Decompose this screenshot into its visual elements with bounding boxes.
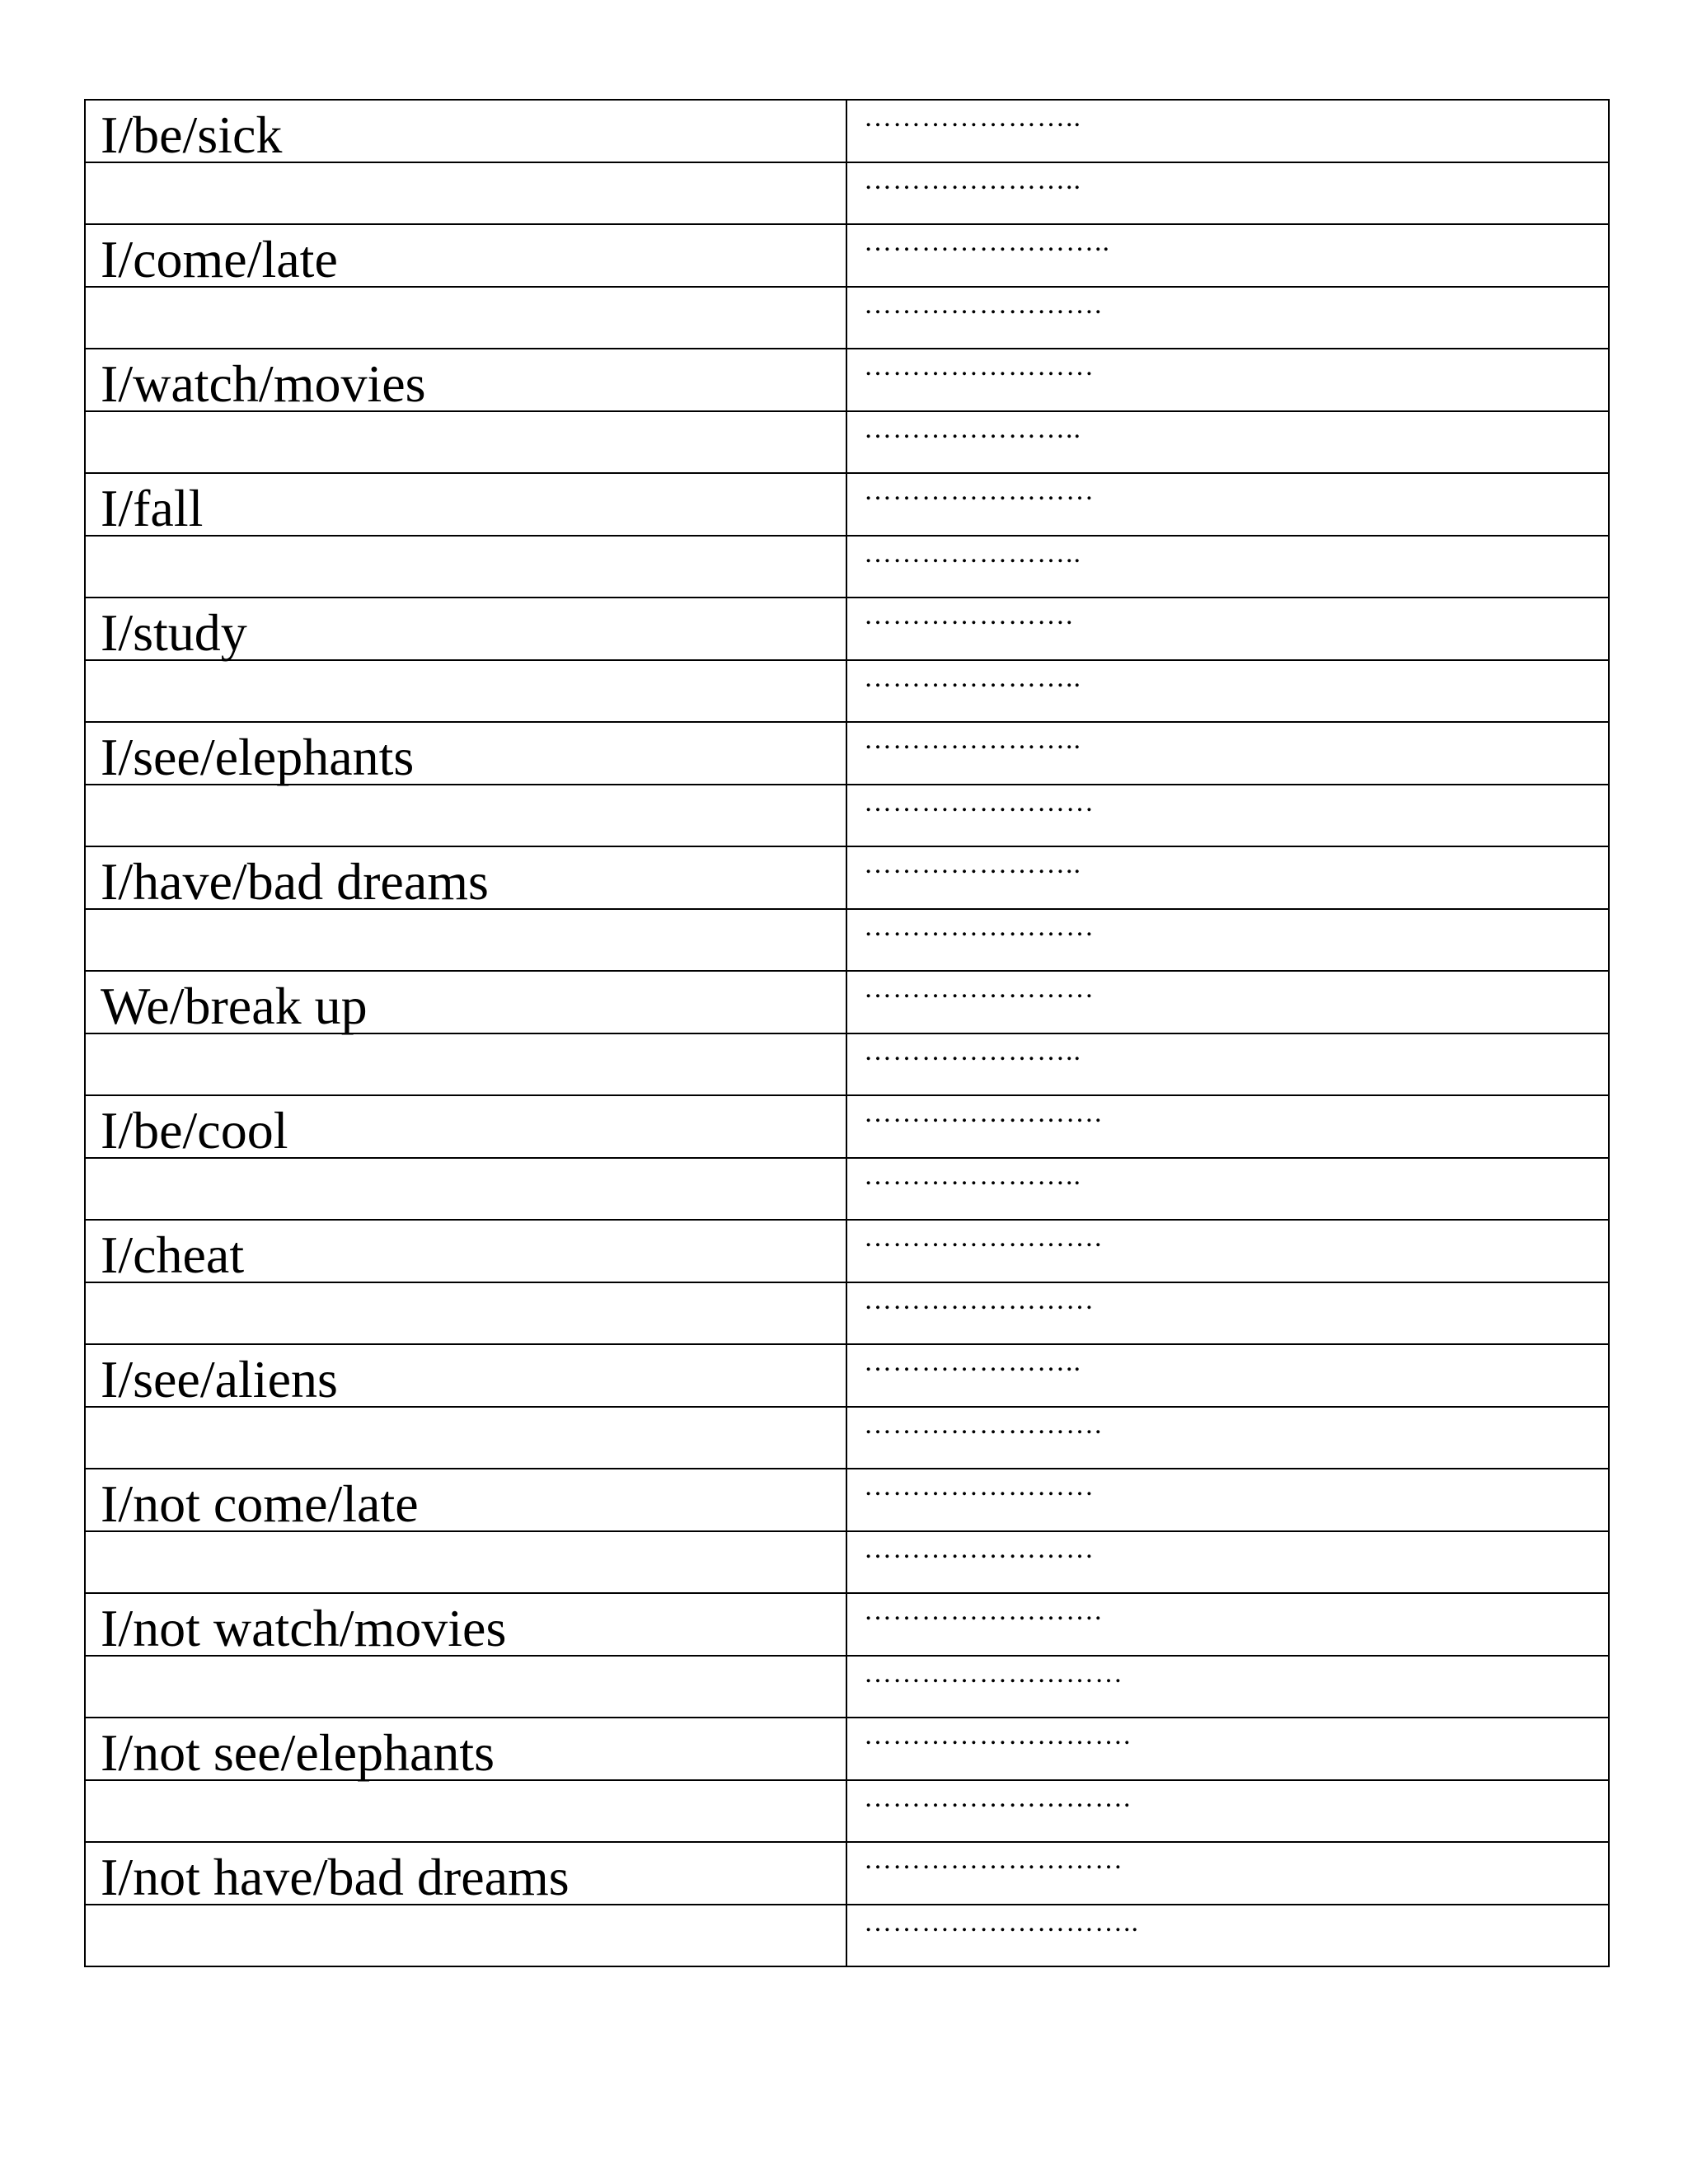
table-row: [85, 1407, 1609, 1469]
answer-cell[interactable]: [846, 1656, 1609, 1718]
answer-cell[interactable]: [846, 598, 1609, 660]
empty-cell: [85, 162, 846, 224]
empty-cell: [85, 785, 846, 846]
empty-cell: [85, 287, 846, 349]
prompt-text: I/see/aliens: [101, 1350, 338, 1408]
table-row: [85, 1282, 1609, 1344]
answer-cell[interactable]: [846, 1842, 1609, 1905]
answer-cell[interactable]: [846, 971, 1609, 1033]
answer-blank: …………………..: [864, 663, 1081, 693]
prompt-cell: [85, 598, 846, 660]
table-row: [85, 722, 1609, 785]
table-row: [85, 287, 1609, 349]
prompt-cell: [85, 722, 846, 785]
prompt-text: I/see/elephants: [101, 728, 415, 786]
empty-cell: [85, 909, 846, 971]
table-row: [85, 473, 1609, 536]
answer-blank: ………………………: [864, 1658, 1123, 1689]
table-row: [85, 909, 1609, 971]
answer-blank: …………………..: [864, 102, 1081, 133]
table-row: [85, 660, 1609, 722]
empty-cell: [85, 1531, 846, 1593]
answer-cell[interactable]: [846, 1718, 1609, 1780]
table-row: [85, 1780, 1609, 1842]
table-row: [85, 1344, 1609, 1407]
answer-cell[interactable]: [846, 162, 1609, 224]
answer-blank: …………………..: [864, 1160, 1081, 1191]
answer-blank: …………………….: [864, 1222, 1103, 1253]
worksheet-body: [85, 100, 1609, 1966]
answer-blank: ……………………: [864, 1285, 1095, 1315]
prompt-text: I/not see/elephants: [101, 1723, 495, 1782]
prompt-cell: [85, 349, 846, 411]
empty-cell: [85, 1656, 846, 1718]
answer-blank: …………………..: [864, 165, 1081, 195]
answer-blank: ……………………: [864, 912, 1095, 942]
answer-cell[interactable]: [846, 411, 1609, 473]
empty-cell: [85, 411, 846, 473]
answer-blank: …………………..: [864, 1347, 1081, 1377]
answer-cell[interactable]: [846, 846, 1609, 909]
answer-cell[interactable]: [846, 1905, 1609, 1966]
answer-cell[interactable]: [846, 1531, 1609, 1593]
prompt-cell: [85, 1095, 846, 1158]
answer-cell[interactable]: [846, 287, 1609, 349]
prompt-text: I/cheat: [101, 1226, 245, 1284]
table-row: [85, 1531, 1609, 1593]
answer-cell[interactable]: [846, 1158, 1609, 1220]
prompt-cell: [85, 1469, 846, 1531]
answer-cell[interactable]: [846, 1593, 1609, 1656]
table-row: [85, 1095, 1609, 1158]
answer-blank: ……………………….: [864, 1720, 1132, 1750]
answer-blank: ……………………….: [864, 1783, 1132, 1813]
table-row: [85, 162, 1609, 224]
table-row: [85, 1033, 1609, 1095]
answer-cell[interactable]: [846, 349, 1609, 411]
table-row: [85, 785, 1609, 846]
empty-cell: [85, 1407, 846, 1469]
prompt-text: I/be/cool: [101, 1101, 288, 1160]
answer-blank: ………………………: [864, 1844, 1123, 1875]
prompt-cell: [85, 100, 846, 162]
answer-blank: …………………..: [864, 1036, 1081, 1066]
prompt-cell: [85, 1842, 846, 1905]
answer-blank: …………………..: [864, 724, 1081, 755]
answer-cell[interactable]: [846, 660, 1609, 722]
answer-blank: ……………………: [864, 351, 1095, 382]
table-row: [85, 1656, 1609, 1718]
answer-blank: …………………….: [864, 1596, 1103, 1626]
table-row: [85, 1842, 1609, 1905]
prompt-text: I/watch/movies: [101, 354, 426, 413]
empty-cell: [85, 1033, 846, 1095]
empty-cell: [85, 1282, 846, 1344]
table-row: [85, 971, 1609, 1033]
answer-cell[interactable]: [846, 1469, 1609, 1531]
answer-cell[interactable]: [846, 1033, 1609, 1095]
answer-blank: ……………………: [864, 1534, 1095, 1564]
answer-cell[interactable]: [846, 536, 1609, 598]
prompt-text: I/study: [101, 603, 247, 662]
prompt-text: We/break up: [101, 977, 368, 1035]
empty-cell: [85, 1905, 846, 1966]
answer-cell[interactable]: [846, 909, 1609, 971]
prompt-cell: [85, 971, 846, 1033]
prompt-cell: [85, 473, 846, 536]
prompt-cell: [85, 1593, 846, 1656]
prompt-text: I/fall: [101, 479, 204, 537]
answer-cell[interactable]: [846, 785, 1609, 846]
prompt-cell: [85, 224, 846, 287]
table-row: [85, 1718, 1609, 1780]
answer-blank: ……………………..: [864, 227, 1110, 257]
table-row: [85, 1905, 1609, 1966]
answer-cell[interactable]: [846, 224, 1609, 287]
prompt-cell: [85, 1718, 846, 1780]
table-row: [85, 1469, 1609, 1531]
table-row: [85, 224, 1609, 287]
prompt-text: I/not come/late: [101, 1474, 419, 1533]
table-row: [85, 598, 1609, 660]
answer-blank: …………………..: [864, 414, 1081, 444]
table-row: [85, 536, 1609, 598]
prompt-text: I/not have/bad dreams: [101, 1848, 570, 1906]
prompt-text: I/not watch/movies: [101, 1599, 507, 1657]
answer-cell[interactable]: [846, 722, 1609, 785]
answer-cell[interactable]: [846, 1780, 1609, 1842]
prompt-text: I/come/late: [101, 230, 338, 288]
table-row: [85, 1158, 1609, 1220]
empty-cell: [85, 1158, 846, 1220]
prompt-cell: [85, 1344, 846, 1407]
answer-blank: ……………………: [864, 973, 1095, 1004]
table-row: [85, 100, 1609, 162]
answer-cell[interactable]: [846, 1095, 1609, 1158]
answer-blank: …………………..: [864, 849, 1081, 879]
answer-cell[interactable]: [846, 473, 1609, 536]
table-row: [85, 349, 1609, 411]
answer-blank: …………………….: [864, 1098, 1103, 1128]
answer-blank: ……………………: [864, 787, 1095, 818]
table-row: [85, 846, 1609, 909]
prompt-cell: [85, 846, 846, 909]
answer-cell[interactable]: [846, 1282, 1609, 1344]
answer-blank: ………………….: [864, 600, 1074, 630]
table-row: [85, 1593, 1609, 1656]
answer-blank: ………………………..: [864, 1907, 1139, 1938]
answer-blank: …………………….: [864, 289, 1103, 320]
answer-cell[interactable]: [846, 1407, 1609, 1469]
answer-cell[interactable]: [846, 1220, 1609, 1282]
prompt-text: I/be/sick: [101, 105, 283, 164]
answer-blank: …………………..: [864, 538, 1081, 569]
table-row: [85, 411, 1609, 473]
answer-blank: …………………….: [864, 1409, 1103, 1440]
empty-cell: [85, 536, 846, 598]
prompt-text: I/have/bad dreams: [101, 852, 489, 911]
answer-blank: ……………………: [864, 476, 1095, 506]
worksheet-table: [84, 99, 1610, 1967]
answer-cell[interactable]: [846, 100, 1609, 162]
table-row: [85, 1220, 1609, 1282]
answer-blank: ……………………: [864, 1471, 1095, 1502]
answer-cell[interactable]: [846, 1344, 1609, 1407]
empty-cell: [85, 660, 846, 722]
prompt-cell: [85, 1220, 846, 1282]
empty-cell: [85, 1780, 846, 1842]
